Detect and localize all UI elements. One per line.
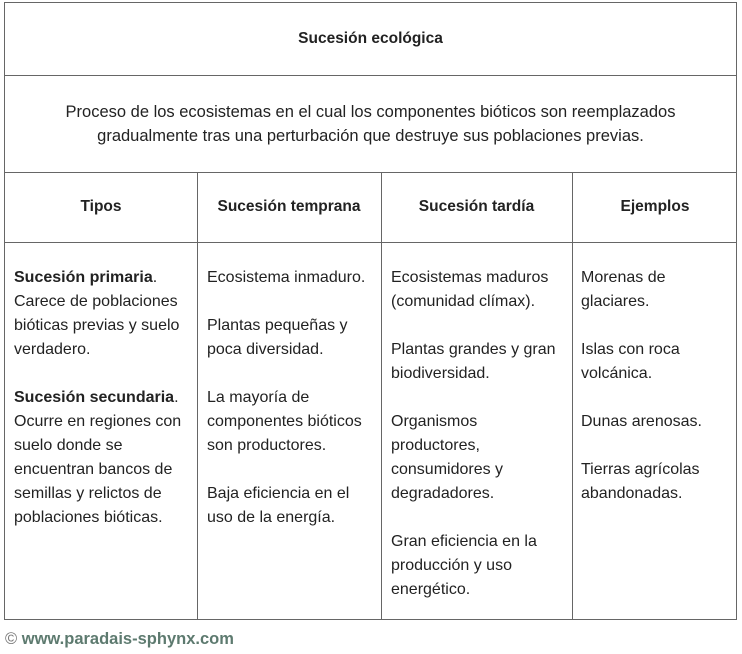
header-temprana: Sucesión temprana	[217, 198, 361, 215]
cell-temprana: Ecosistema inmaduro. Plantas pequeñas y poca diversidad. La mayoría de componentes bióticos son productores. Baja eficiencia en el uso de la energía.	[207, 269, 366, 526]
header-tardia: Sucesión tardía	[418, 198, 535, 215]
cell-tipos	[14, 266, 194, 554]
table-title: Sucesión ecológica	[298, 30, 443, 47]
header-ejemplos: Ejemplos	[620, 198, 690, 215]
cell-ejemplos: Morenas de glaciares. Islas con roca volcánica. Dunas arenosas. Tierras agrícolas abandonadas.	[581, 269, 702, 502]
footer-watermark	[5, 630, 234, 649]
cell-tardia: Ecosistemas maduros (comunidad clímax). Plantas grandes y gran biodiversidad. Organismos productores, consumidores y degradadores. Gran eficiencia en la producción y uso energético.	[391, 269, 556, 598]
divider	[5, 242, 736, 243]
copyright-symbol: ©	[5, 630, 18, 648]
tipo-primaria: Sucesión primaria. Carece de poblaciones bióticas previas y suelo verdadero.	[14, 269, 180, 358]
table-description: Proceso de los ecosistemas en el cual los componentes bióticos son reemplazados gradualmente tras una perturbación que destruye sus poblaciones previas.	[65, 102, 676, 145]
site-url: www.paradais-sphynx.com	[21, 630, 234, 648]
succession-table	[4, 2, 737, 620]
header-tipos: Tipos	[80, 198, 122, 215]
tipo-secundaria: Sucesión secundaria. Ocurre en regiones con suelo donde se encuentran bancos de semillas y relictos de poblaciones bióticas.	[14, 389, 182, 526]
